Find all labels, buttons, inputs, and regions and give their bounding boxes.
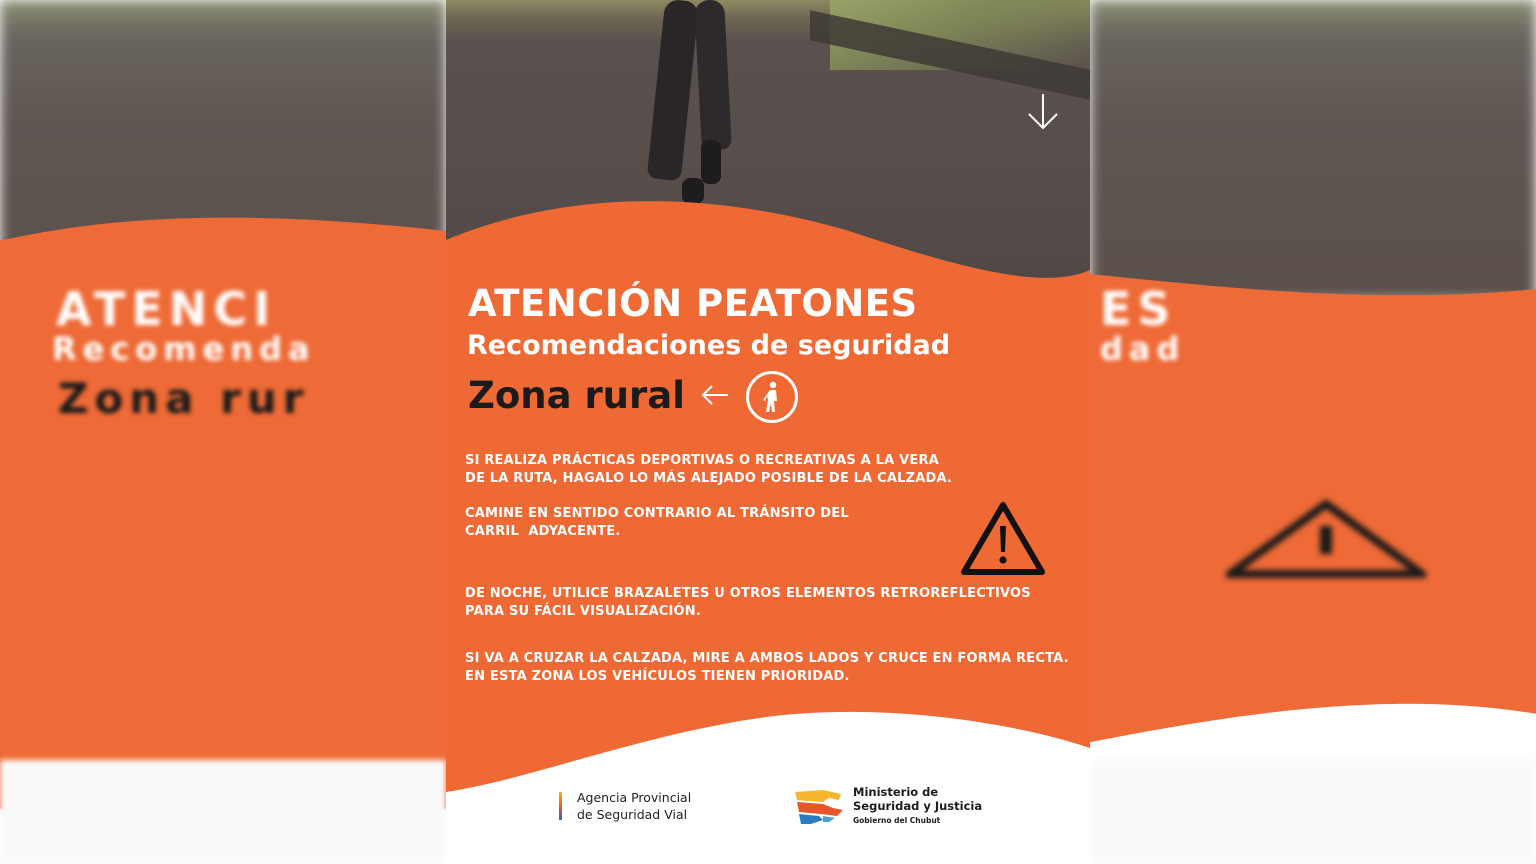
ghost-title: ES	[1100, 282, 1177, 336]
warning-icon	[960, 500, 1046, 578]
agency-logo-bar	[559, 792, 562, 820]
walker-shoe	[701, 140, 721, 184]
recommendation-line: CAMINE EN SENTIDO CONTRARIO AL TRÁNSITO DEL	[465, 506, 849, 521]
recommendation-4	[465, 650, 1069, 686]
government-name: Gobierno del Chubut	[853, 816, 941, 825]
ministry-name	[853, 785, 982, 813]
page-subtitle: Recomendaciones de seguridad	[467, 330, 951, 361]
recommendation-line: SI VA A CRUZAR LA CALZADA, MIRE A AMBOS LADOS Y CRUCE EN FORMA RECTA.	[465, 651, 1069, 666]
recommendation-3	[465, 585, 1031, 621]
chubut-map-logo	[793, 786, 845, 826]
blurred-warning-icon	[1226, 498, 1426, 578]
agency-name	[577, 789, 691, 823]
ghost-title: ATENCI	[56, 282, 277, 336]
recommendation-line: CARRIL ADYACENTE.	[465, 524, 621, 539]
recommendation-1	[465, 452, 952, 488]
left-arrow-icon	[700, 382, 730, 408]
walker-leg	[647, 0, 700, 181]
agency-line: Agencia Provincial	[577, 790, 692, 805]
recommendation-line: DE NOCHE, UTILICE BRAZALETES U OTROS ELEMENTOS RETROREFLECTIVOS	[465, 586, 1031, 601]
ghost-subtitle: dad	[1100, 330, 1186, 368]
recommendation-2	[465, 505, 849, 541]
recommendation-line: EN ESTA ZONA LOS VEHÍCULOS TIENEN PRIORIDAD.	[465, 669, 850, 684]
zone-heading: Zona rural	[468, 374, 685, 417]
walker-leg	[694, 0, 732, 151]
ministry-line: Seguridad y Justicia	[853, 799, 983, 813]
blurred-footer	[0, 760, 446, 864]
down-arrow-icon	[1026, 92, 1060, 132]
ministry-line: Ministerio de	[853, 785, 939, 799]
ghost-zone: Zona rur	[58, 374, 310, 423]
recommendation-line: DE LA RUTA, HAGALO LO MÁS ALEJADO POSIBLE DE LA CALZADA.	[465, 471, 953, 486]
blurred-road	[1090, 0, 1536, 300]
blurred-footer	[1090, 760, 1536, 864]
safety-poster	[446, 0, 1090, 864]
recommendation-line: SI REALIZA PRÁCTICAS DEPORTIVAS O RECREATIVAS A LA VERA	[465, 453, 939, 468]
recommendation-line: PARA SU FÁCIL VISUALIZACIÓN.	[465, 604, 702, 619]
walker-shoe	[682, 178, 704, 204]
right-blurred-backdrop	[1090, 0, 1536, 864]
page-title: ATENCIÓN PEATONES	[468, 282, 918, 325]
left-blurred-backdrop	[0, 0, 446, 864]
agency-line: de Seguridad Vial	[577, 807, 688, 822]
pedestrian-icon	[746, 371, 798, 423]
ghost-subtitle: Recomenda	[52, 330, 316, 368]
